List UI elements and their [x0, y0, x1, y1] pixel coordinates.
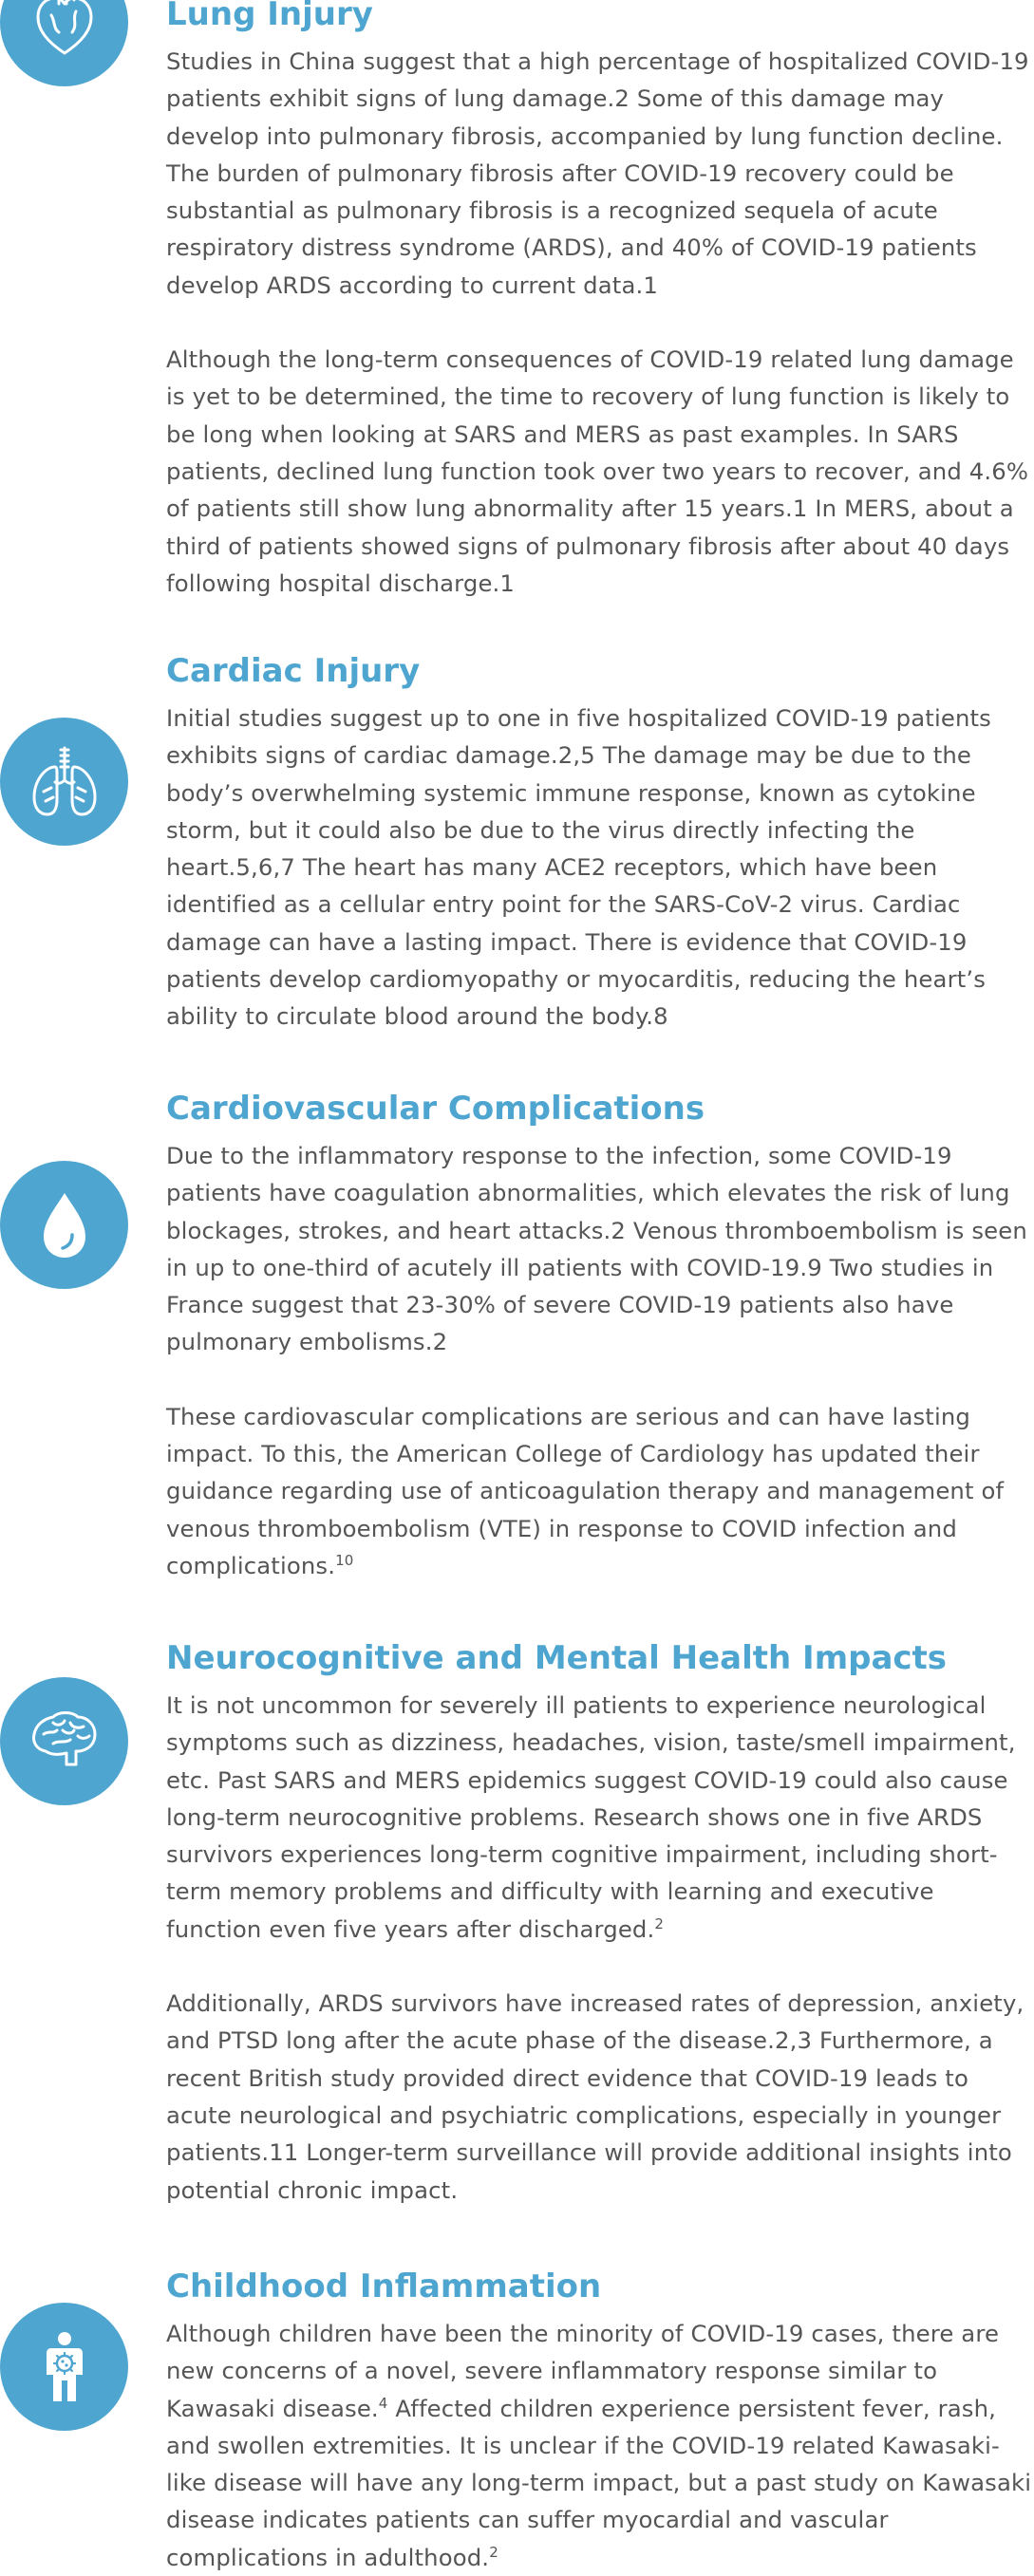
section-heading: Lung Injury — [166, 0, 373, 33]
section-paragraph: Initial studies suggest up to one in five hospitalized COVID-19 patients exhibits signs of cardiac damage.2,5 The damage may be due to the body’s overwhelming systemic immune response, known as cytokine storm, but it could also be due to the virus directly infecting the heart.5,6,7 The heart has many ACE2 receptors, which have been identified as a cellular entry point for the SARS-CoV-2 virus. Cardiac damage can have a lasting impact. There is evidence that COVID-19 patients develop cardiomyopathy or myocarditis, reducing the heart’s ability to circulate blood around the body.8 — [166, 704, 991, 1031]
section-content — [166, 2268, 1032, 2576]
child-icon — [0, 2303, 128, 2431]
section-paragraph: It is not uncommon for severely ill patients to experience neurological symptoms such as dizziness, headaches, vision, taste/smell impairment, etc. Past SARS and MERS epidemics suggest COVID-19 could also cause long-term neurocognitive problems. Research shows one in five ARDS survivors experiences long-term cognitive impairment, including short-term memory problems and difficulty with learning and executive function even five years after discharged.$^2$ — [166, 1691, 1016, 1943]
brain-icon — [0, 1677, 128, 1805]
section-heading: Neurocognitive and Mental Health Impacts — [166, 1639, 948, 1677]
section-paragraph: Although the long-term consequences of COVID-19 related lung damage is yet to be determined, the time to recovery of lung function is likely to be long when looking at SARS and MERS as past examples. In SARS patients, declined lung function took over two years to recover, and 4.6% of patients still show lung abnormality after 15 years.1 In MERS, about a third of patients showed signs of pulmonary fibrosis after about 40 days following hospital discharge.1 — [166, 345, 1029, 597]
section-paragraph: These cardiovascular complications are serious and can have lasting impact. To this, the American College of Cardiology has updated their guidance regarding use of anticoagulation therapy and management of venous thromboembolism (VTE) in response to COVID infection and complications.$^{10}$ — [166, 1402, 1005, 1579]
section-content — [166, 652, 1032, 1036]
section-heading: Cardiovascular Complications — [166, 1090, 705, 1128]
section-paragraph: Due to the inflammatory response to the infection, some COVID-19 patients have coagulation abnormalities, which elevates the risk of lung blockages, strokes, and heart attacks.2 Venous thromboembolism is seen in up to one-third of acutely ill patients with COVID-19.9 Two studies in France suggest that 23-30% of severe COVID-19 patients also have pulmonary embolisms.2 — [166, 1142, 1027, 1356]
lungs-icon — [0, 718, 128, 846]
blood-drop-icon — [0, 1161, 128, 1289]
section-content — [166, 0, 1032, 602]
section-heading: Childhood Inflammation — [166, 2268, 602, 2305]
section-content — [166, 1090, 1032, 1584]
section-heading: Cardiac Injury — [166, 652, 421, 690]
section-content — [166, 1639, 1032, 2209]
section-paragraph: Additionally, ARDS survivors have increased rates of depression, anxiety, and PTSD long after the acute phase of the disease.2,3 Furthermore, a recent British study provided direct evidence that COVID-19 leads to acute neurological and psychiatric complications, especially in younger patients.11 Longer-term surveillance will provide additional insights into potential chronic impact. — [166, 1989, 1025, 2204]
heart-icon — [0, 0, 128, 86]
section-paragraph: Studies in China suggest that a high percentage of hospitalized COVID-19 patients exhibit signs of lung damage.2 Some of this damage may develop into pulmonary fibrosis, accompanied by lung function decline. The burden of pulmonary fibrosis after COVID-19 recovery could be substantial as pulmonary fibrosis is a recognized sequela of acute respiratory distress syndrome (ARDS), and 40% of COVID-19 patients develop ARDS according to current data.1 — [166, 47, 1029, 299]
section-paragraph: Although children have been the minority of COVID-19 cases, there are new concerns of a novel, severe inflammatory response similar to Kawasaki disease.$^4$ Affected children experience persistent fever, rash, and swollen extremities. It is unclear if the COVID-19 related Kawasaki-like disease will have any long-term impact, but a past study on Kawasaki disease indicates patients can suffer myocardial and vascular complications in adulthood.$^2$ — [166, 2320, 1032, 2571]
